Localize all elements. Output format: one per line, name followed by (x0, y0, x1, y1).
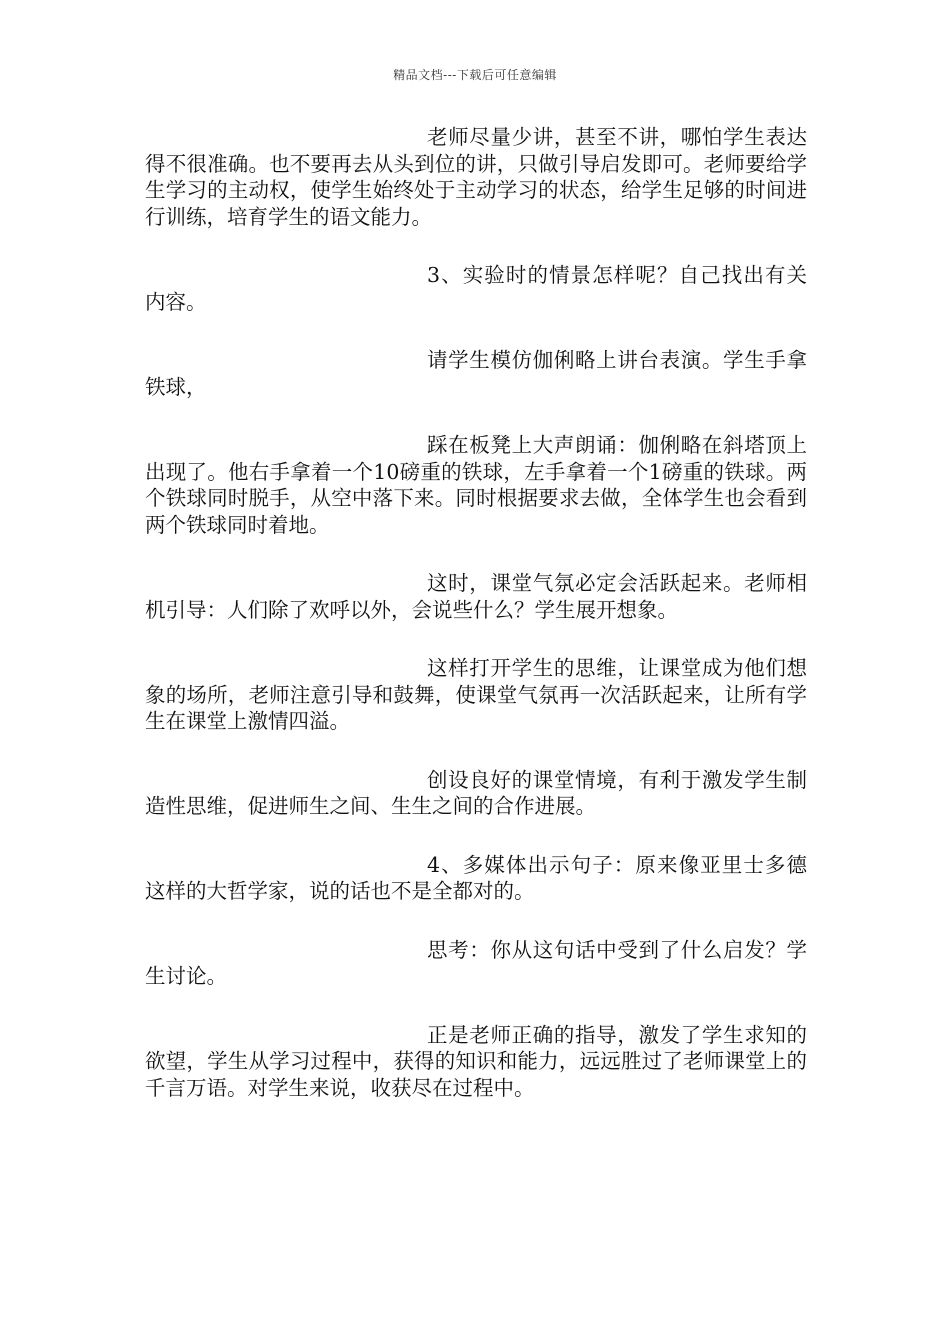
page-header: 精品文档---下载后可任意编辑 (393, 68, 557, 82)
paragraph-10: 正是老师正确的指导，激发了学生求知的欲望，学生从学习过程中，获得的知识和能力，远远胜过了老师课堂上的千言万语。对学生来说，收获尽在过程中。 (145, 1022, 807, 1100)
paragraph-4: 踩在板凳上大声朗诵：伽俐略在斜塔顶上出现了。他右手拿着一个10磅重的铁球，左手拿着一个1磅重的铁球。两个铁球同时脱手，从空中落下来。同时根据要求去做，全体学生也会看到两个铁球同时着地。 (145, 433, 807, 537)
paragraph-3: 请学生模仿伽俐略上讲台表演。学生手拿铁球， (145, 348, 807, 399)
paragraph-8: 4、多媒体出示句子：原来像亚里士多德这样的大哲学家，说的话也不是全都对的。 (145, 852, 807, 903)
paragraph-7: 创设良好的课堂情境，有利于激发学生制造性思维，促进师生之间、生生之间的合作进展。 (145, 767, 807, 818)
paragraph-2: 3、实验时的情景怎样呢？自己找出有关内容。 (145, 263, 807, 314)
paragraph-1: 老师尽量少讲，甚至不讲，哪怕学生表达得不很准确。也不要再去从头到位的讲，只做引导启发即可。老师要给学生学习的主动权，使学生始终处于主动学习的状态，给学生足够的时间进行训练，培育学生的语文能力。 (145, 125, 807, 229)
paragraph-9: 思考：你从这句话中受到了什么启发？学生讨论。 (145, 937, 807, 988)
paragraph-5: 这时，课堂气氛必定会活跃起来。老师相机引导：人们除了欢呼以外，会说些什么？学生展开想象。 (145, 571, 807, 622)
document-body (145, 124, 807, 1133)
paragraph-6: 这样打开学生的思维，让课堂成为他们想象的场所，老师注意引导和鼓舞，使课堂气氛再一次活跃起来，让所有学生在课堂上激情四溢。 (145, 656, 807, 733)
